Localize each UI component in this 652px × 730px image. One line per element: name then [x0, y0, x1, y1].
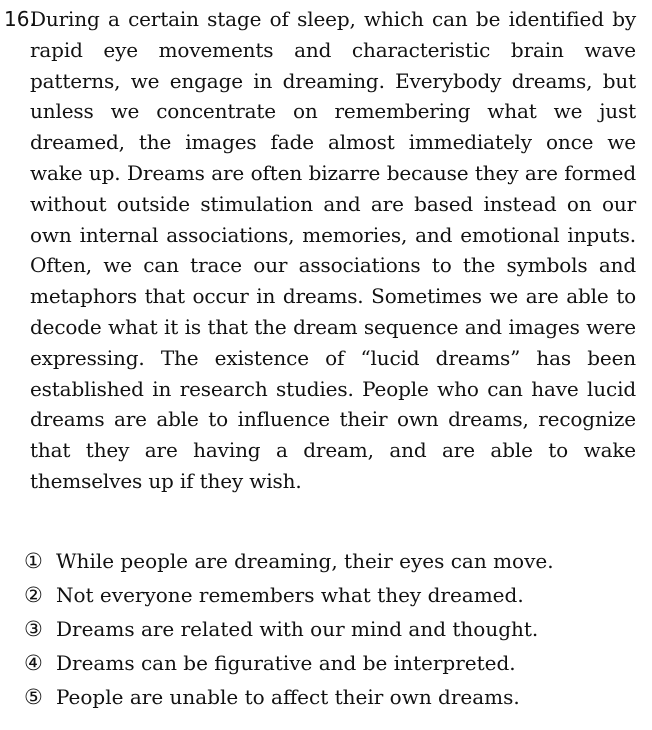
- option-text: Not everyone remembers what they dreamed.: [56, 583, 524, 607]
- option-marker: ④: [24, 651, 43, 675]
- option-5[interactable]: [24, 680, 554, 714]
- option-text: Dreams are related with our mind and thought.: [56, 617, 539, 641]
- option-text: While people are dreaming, their eyes can move.: [56, 549, 554, 573]
- option-marker: ①: [24, 549, 43, 573]
- passage-text: During a certain stage of sleep, which can be identified by rapid eye movements and characteristic brain wave patterns, we engage in dreaming. Everybody dreams, but unless we concentrate on remembering what we just dreamed, the images fade almost immediately once we wake up. Dreams are often bizarre because they are formed without outside stimulation and are based instead on our own internal associations, memories, and emotional inputs. Often, we can trace our associations to the symbols and metaphors that occur in dreams. Sometimes we are able to decode what it is that the dream sequence and images were expressing. The existence of “lucid dreams” has been established in research studies. People who can have lucid dreams are able to influence their own dreams, recognize that they are having a dream, and are able to wake themselves up if they wish.: [30, 7, 636, 493]
- answer-options: [24, 544, 554, 714]
- option-text: People are unable to affect their own dreams.: [56, 685, 520, 709]
- option-text: Dreams can be figurative and be interpreted.: [56, 651, 516, 675]
- option-1[interactable]: [24, 544, 554, 578]
- option-marker: ②: [24, 583, 43, 607]
- option-2[interactable]: [24, 578, 554, 612]
- question-block: [4, 4, 636, 497]
- option-marker: ③: [24, 617, 43, 641]
- option-3[interactable]: [24, 612, 554, 646]
- question-number: 16.: [4, 7, 36, 31]
- option-4[interactable]: [24, 646, 554, 680]
- option-marker: ⑤: [24, 685, 43, 709]
